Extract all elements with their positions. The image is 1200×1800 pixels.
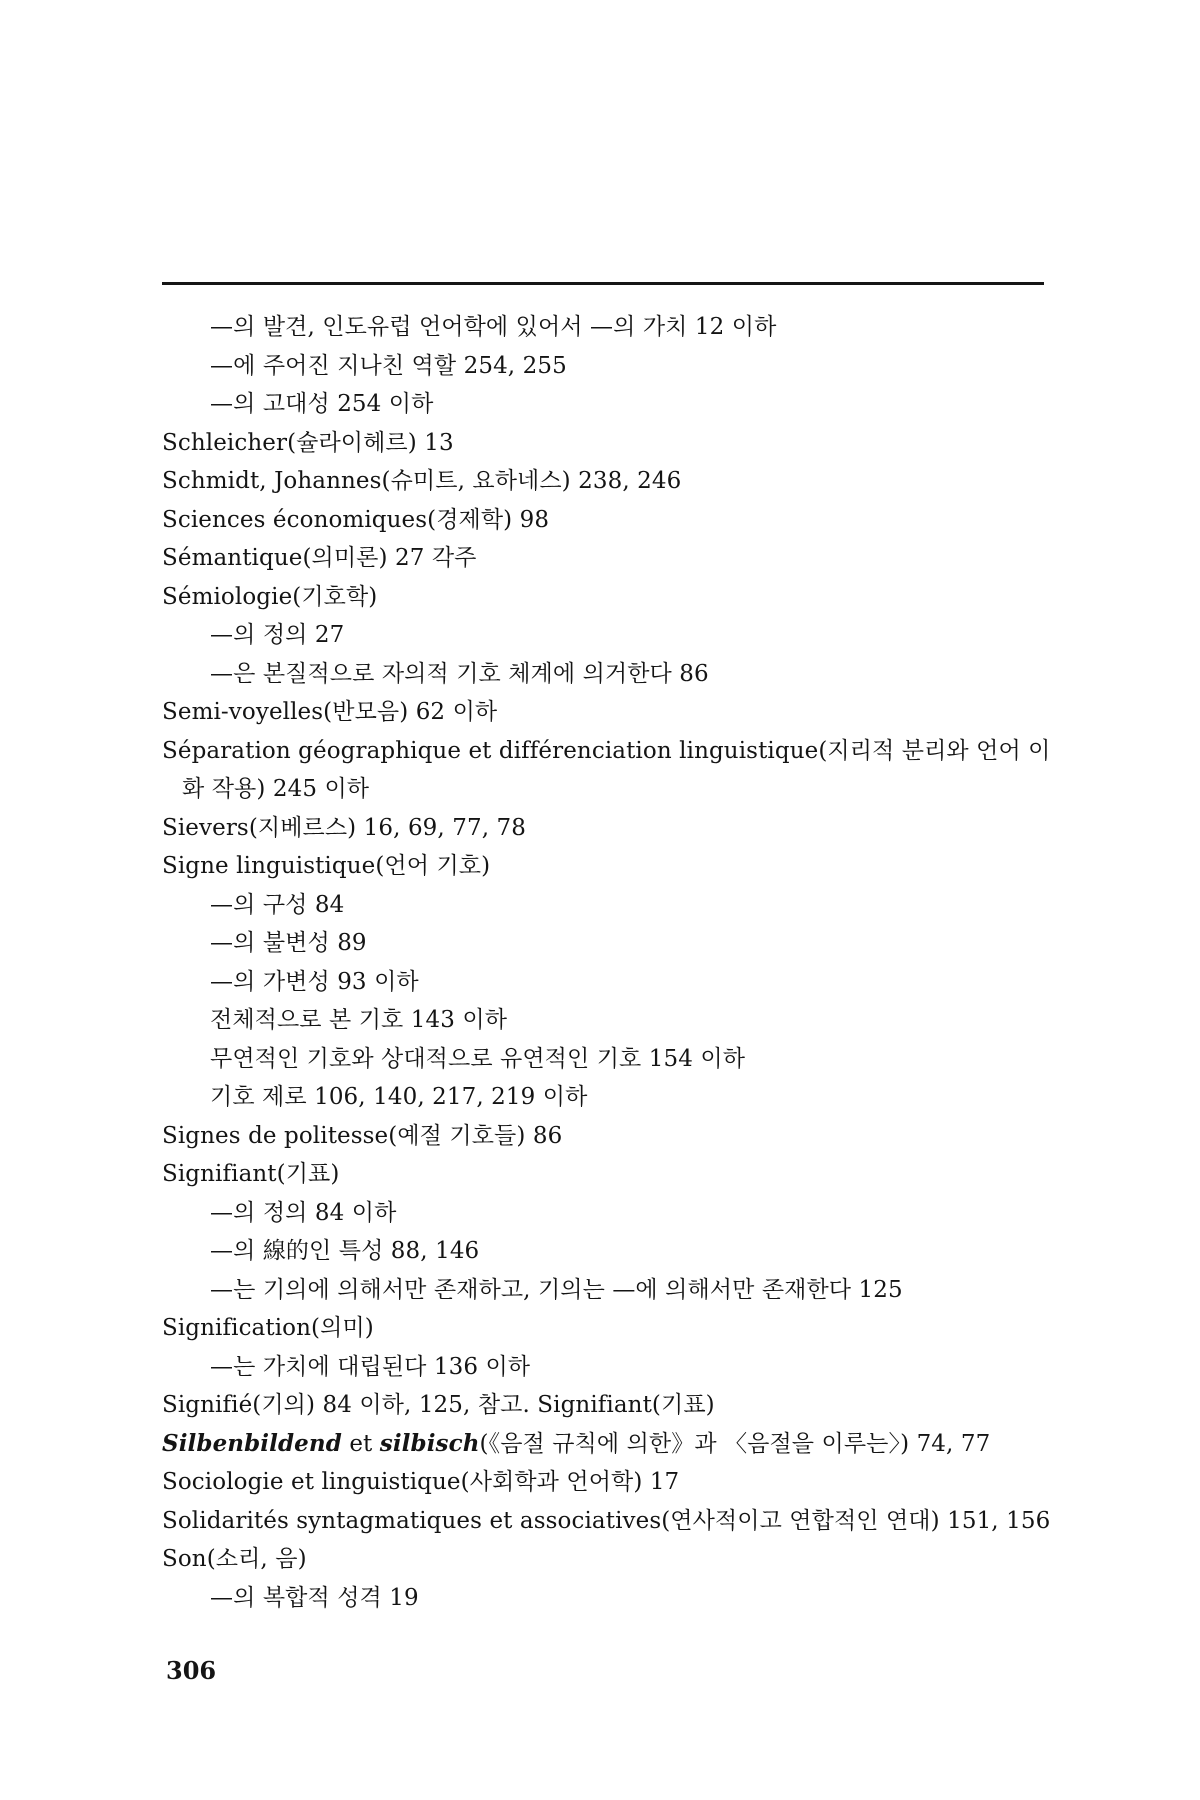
index-entry: Son(소리, 음) [162,1546,307,1572]
index-entry: Schmidt, Johannes(슈미트, 요하네스) 238, 246 [162,468,682,494]
index-entry: Solidarités syntagmatiques et associatives(연사적이고 연합적인 연대) 151, 156 [162,1507,1051,1534]
index-entry: Sciences économiques(경제학) 98 [162,506,550,533]
index-subentry: —의 정의 27 [210,622,345,648]
index-entry-continuation: 화 작용) 245 이하 [182,776,370,802]
index-subentry: —은 본질적으로 자의적 기호 체계에 의거한다 86 [210,660,709,687]
index-subentry: —의 복합적 성격 19 [210,1584,419,1611]
index-entry: Signification(의미) [162,1315,374,1341]
index-entry: Signifié(기의) 84 이하, 125, 참고. Signifiant(기표) [162,1392,715,1418]
index-entry: Sociologie et linguistique(사회학과 언어학) 17 [162,1469,680,1495]
connector: et [341,1430,380,1457]
index-entry: Séparation géographique et différenciation linguistique(지리적 분리와 언어 이 [162,737,1051,764]
index-subentry: —의 가변성 93 이하 [210,968,419,995]
page-number: 306 [166,1656,217,1685]
index-entry: Semi-voyelles(반모음) 62 이하 [162,699,498,725]
index-entry: Signe linguistique(언어 기호) [162,853,491,879]
index-entry: Signes de politesse(예절 기호들) 86 [162,1122,563,1149]
index-subentry: —는 기의에 의해서만 존재하고, 기의는 —에 의해서만 존재한다 125 [210,1276,903,1303]
top-rule [162,282,1044,285]
index-subentry: 기호 제로 106, 140, 217, 219 이하 [210,1084,588,1110]
italic-term: Silbenbildend [162,1429,342,1457]
index-subentry: 무연적인 기호와 상대적으로 유연적인 기호 154 이하 [210,1045,746,1072]
index-entry: Sémantique(의미론) 27 각주 [162,545,477,571]
index-subentry: 전체적으로 본 기호 143 이하 [210,1007,508,1033]
index-subentry: —의 불변성 89 [210,930,367,956]
index-entry: Sémiologie(기호학) [162,583,378,610]
index-subentry: —의 線的인 특성 88, 146 [210,1238,480,1264]
index-entry: Schleicher(슐라이헤르) 13 [162,429,454,456]
index-subentry: —는 가치에 대립된다 136 이하 [210,1353,531,1380]
index-subentry: —의 정의 84 이하 [210,1199,397,1226]
index-entry: Signifiant(기표) [162,1161,340,1187]
entry-gloss: (《음절 규칙에 의한》과 〈음절을 이루는〉) 74, 77 [479,1430,991,1457]
index-subentry: —의 발견, 인도유럽 언어학에 있어서 —의 가치 12 이하 [210,314,777,340]
index-subentry: —의 구성 84 [210,891,345,918]
index-subentry: —의 고대성 254 이하 [210,391,434,417]
index-entries [162,308,1062,1617]
index-subentry: —에 주어진 지나친 역할 254, 255 [210,352,567,379]
index-entry [162,1425,1062,1464]
italic-term: silbisch [379,1429,480,1457]
index-entry: Sievers(지베르스) 16, 69, 77, 78 [162,814,526,841]
